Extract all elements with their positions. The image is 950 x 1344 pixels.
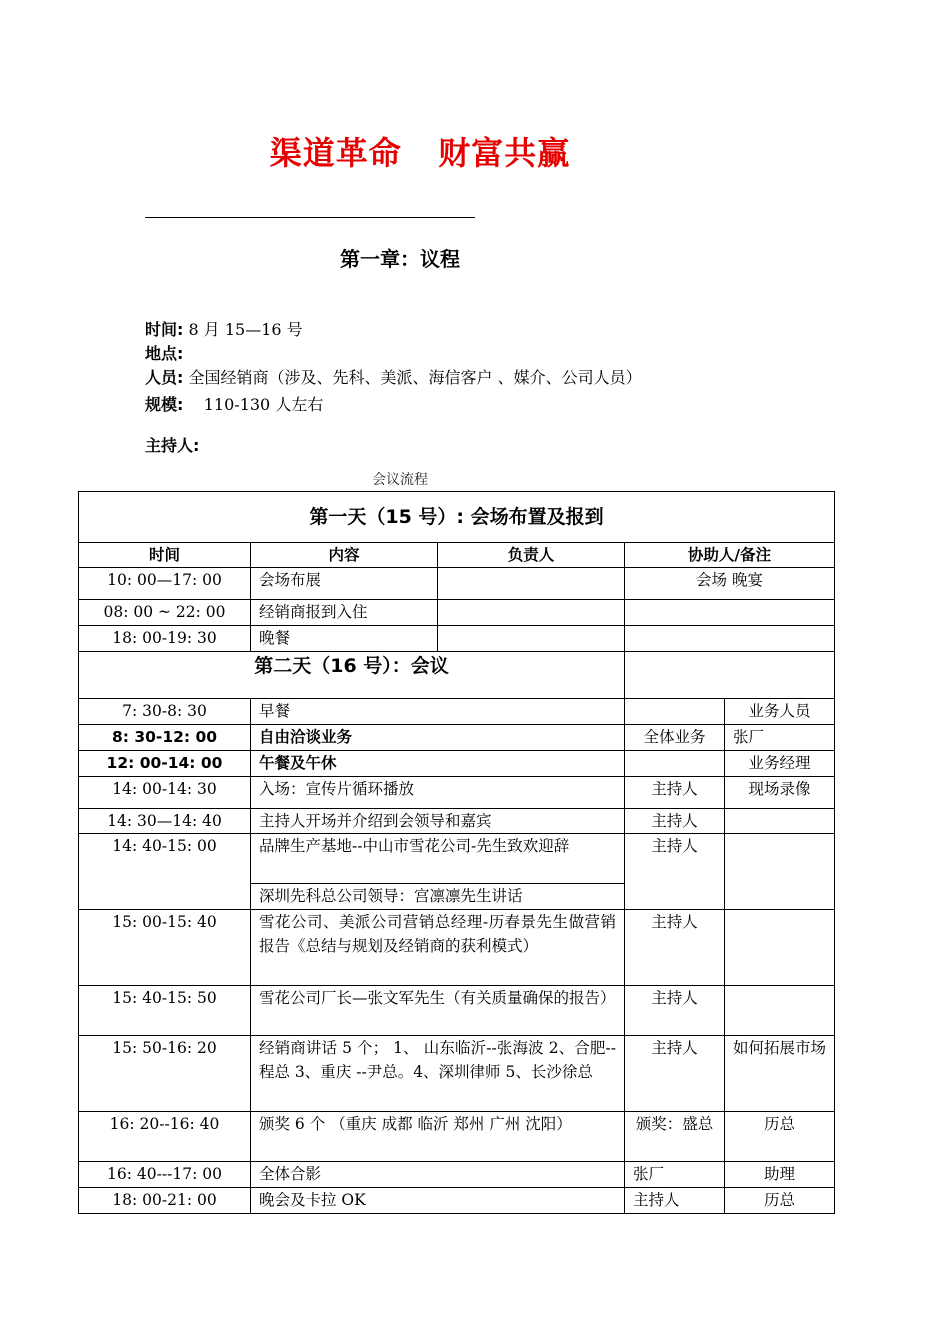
header-owner: 负责人: [438, 543, 625, 568]
scale-value: 110-130 人左右: [183, 395, 324, 414]
row-content: 雪花公司厂长—张文军先生（有关质量确保的报告）: [251, 986, 625, 1036]
row-time: 14: 40-15: 00: [79, 834, 251, 910]
row-time: 18: 00-19: 30: [79, 626, 251, 652]
row-time: 8: 30-12: 00: [79, 725, 251, 751]
row-content: 雪花公司、美派公司营销总经理-历春景先生做营销报告《总结与规划及经销商的获利模式）: [251, 910, 625, 986]
row-note: 会场 晚宴: [625, 568, 835, 600]
row-time: 14: 00-14: 30: [79, 777, 251, 809]
agenda-table: [78, 491, 835, 1214]
row-note: [625, 600, 835, 626]
row-content: 晚会及卡拉 OK: [251, 1188, 625, 1214]
info-scale: [145, 393, 323, 417]
table-row: [79, 1112, 835, 1162]
table-row: [79, 1036, 835, 1112]
row-content: 入场：宣传片循环播放: [251, 777, 625, 809]
title-divider: [145, 217, 475, 218]
row-content: 全体合影: [251, 1162, 625, 1188]
row-owner: 全体业务: [625, 725, 725, 751]
row-note: [725, 834, 835, 910]
row-content: 午餐及午休: [251, 751, 625, 777]
row-owner: [438, 626, 625, 652]
document-title: 渠道革命 财富共赢: [269, 134, 571, 172]
row-owner: 主持人: [625, 777, 725, 809]
row-time: 15: 40-15: 50: [79, 986, 251, 1036]
row-note: 历总: [725, 1112, 835, 1162]
row-note: 如何拓展市场: [725, 1036, 835, 1112]
row-time: 10: 00—17: 00: [79, 568, 251, 600]
row-owner: 主持人: [625, 910, 725, 986]
header-content: 内容: [251, 543, 438, 568]
row-note: 现场录像: [725, 777, 835, 809]
row-content: 晚餐: [251, 626, 438, 652]
header-note: 协助人/备注: [625, 543, 835, 568]
row-time: 18: 00-21: 00: [79, 1188, 251, 1214]
scale-label: 规模:: [145, 395, 184, 414]
row-note: 助理: [725, 1162, 835, 1188]
people-label: 人员:: [145, 368, 184, 387]
table-row: [79, 600, 835, 626]
table-row: [79, 725, 835, 751]
table-row: [79, 986, 835, 1036]
table-row: [79, 910, 835, 986]
place-label: 地点:: [145, 344, 184, 363]
row-content: 经销商讲话 5 个； 1、 山东临沂--张海波 2、合肥--程总 3、重庆 --尹总。4、深圳律师 5、长沙徐总: [251, 1036, 625, 1112]
time-label: 时间:: [145, 320, 184, 339]
table-row: [79, 568, 835, 600]
row-owner: 主持人: [625, 1036, 725, 1112]
row-owner: 主持人: [625, 834, 725, 910]
row-note: [625, 626, 835, 652]
row-owner: 颁奖：盛总: [625, 1112, 725, 1162]
row-content: 自由洽谈业务: [251, 725, 625, 751]
row-note: 历总: [725, 1188, 835, 1214]
people-value: 全国经销商（涉及、先科、美派、海信客户 、媒介、公司人员）: [183, 368, 642, 387]
host-label: 主持人:: [145, 436, 200, 455]
day2-title-side: [625, 652, 835, 699]
row-content: 会场布展: [251, 568, 438, 600]
row-owner: 主持人: [625, 1188, 725, 1214]
info-people: [145, 366, 642, 390]
row-time: 12: 00-14: 00: [79, 751, 251, 777]
row-content: 主持人开场并介绍到会领导和嘉宾: [251, 809, 625, 834]
table-row: [79, 626, 835, 652]
row-note: 业务人员: [725, 699, 835, 725]
table-row: [79, 777, 835, 809]
row-owner: [438, 568, 625, 600]
info-place: [145, 342, 183, 366]
table-row: [79, 699, 835, 725]
table-row: [79, 1162, 835, 1188]
row-note: 业务经理: [725, 751, 835, 777]
table-row: [79, 1188, 835, 1214]
row-time: 15: 00-15: 40: [79, 910, 251, 986]
header-time: 时间: [79, 543, 251, 568]
row-time: 16: 40---17: 00: [79, 1162, 251, 1188]
row-content-secondary: 深圳先科总公司领导：宫凛凛先生讲话: [251, 884, 625, 910]
table-row: [79, 751, 835, 777]
table-caption: 会议流程: [372, 472, 428, 488]
row-note: [725, 986, 835, 1036]
row-owner: 主持人: [625, 986, 725, 1036]
row-note: 张厂: [725, 725, 835, 751]
row-time: 15: 50-16: 20: [79, 1036, 251, 1112]
chapter-heading: 第一章：议程: [340, 247, 460, 271]
time-value: 8 月 15—16 号: [183, 320, 303, 339]
row-note: [725, 809, 835, 834]
row-owner: [438, 600, 625, 626]
info-time: [145, 318, 303, 342]
table-row: [79, 809, 835, 834]
row-content: 颁奖 6 个 （重庆 成都 临沂 郑州 广州 沈阳）: [251, 1112, 625, 1162]
day1-title: 第一天（15 号）: 会场布置及报到: [79, 492, 835, 543]
row-note: [725, 910, 835, 986]
row-time: 7: 30-8: 30: [79, 699, 251, 725]
row-owner: [625, 751, 725, 777]
day2-title: 第二天（16 号）：会议: [79, 652, 625, 699]
row-content: 品牌生产基地--中山市雪花公司-先生致欢迎辞: [251, 834, 625, 884]
row-content: 早餐: [251, 699, 625, 725]
row-content: 经销商报到入住: [251, 600, 438, 626]
row-owner: [625, 699, 725, 725]
row-owner: 主持人: [625, 809, 725, 834]
table-row: [79, 834, 835, 884]
row-time: 16: 20--16: 40: [79, 1112, 251, 1162]
row-owner: 张厂: [625, 1162, 725, 1188]
row-time: 14: 30—14: 40: [79, 809, 251, 834]
row-time: 08: 00 ~ 22: 00: [79, 600, 251, 626]
